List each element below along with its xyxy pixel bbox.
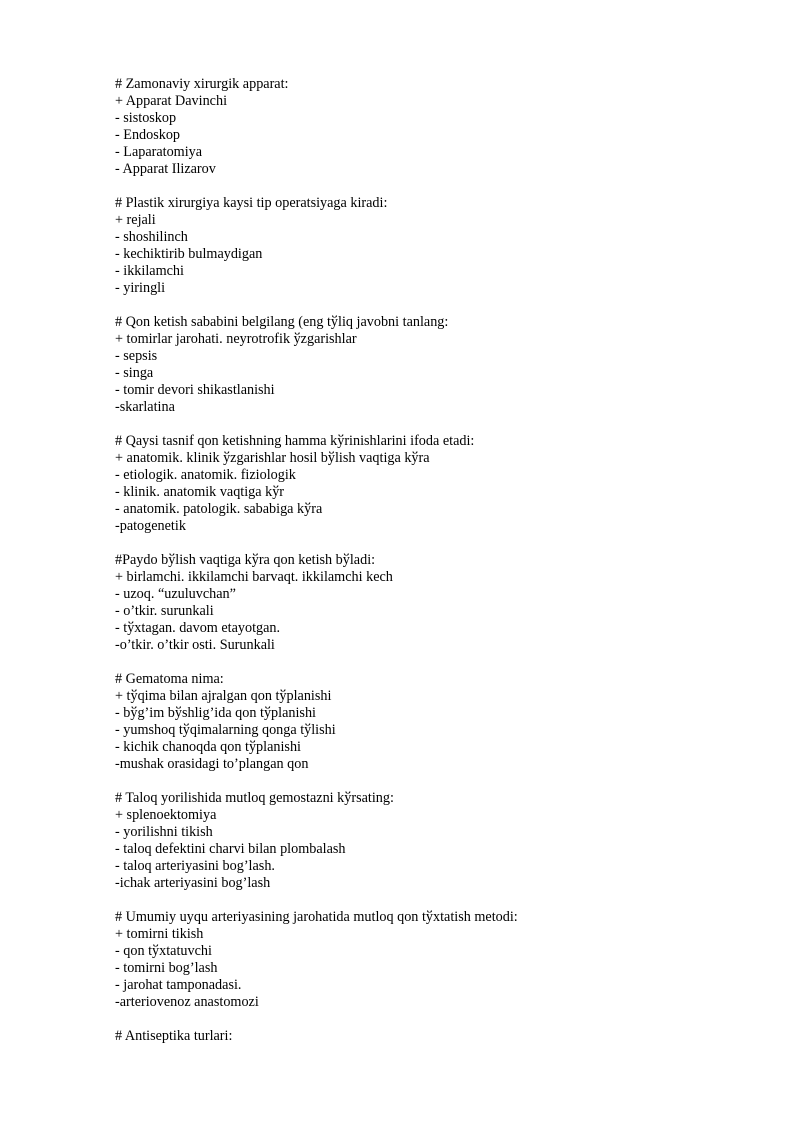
correct-answer: + birlamchi. ikkilamchi barvaqt. ikkilamchi kech bbox=[115, 569, 393, 585]
correct-answer: + rejali bbox=[115, 212, 156, 228]
answer-option: - qon tўxtatuvchi bbox=[115, 943, 212, 959]
question-text: # Qaysi tasnif qon ketishning hamma kўrinishlarini ifoda etadi: bbox=[115, 433, 475, 449]
answer-option: - shoshilinch bbox=[115, 229, 188, 245]
question-text: #Paydo bўlish vaqtiga kўra qon ketish bўladi: bbox=[115, 552, 376, 568]
answer-option: -skarlatina bbox=[115, 399, 175, 415]
question-text: # Plastik xirurgiya kaysi tip operatsiyaga kiradi: bbox=[115, 195, 388, 211]
answer-option: - singa bbox=[115, 365, 154, 381]
question-block bbox=[115, 790, 735, 892]
answer-option: - ikkilamchi bbox=[115, 263, 184, 279]
question-block bbox=[115, 314, 735, 416]
answer-option: -patogenetik bbox=[115, 518, 186, 534]
question-block bbox=[115, 1028, 735, 1045]
answer-option: -arteriovenoz anastomozi bbox=[115, 994, 259, 1010]
question-text: # Zamonaviy xirurgik apparat: bbox=[115, 76, 289, 92]
answer-option: - kichik chanoqda qon tўplanishi bbox=[115, 739, 301, 755]
answer-option: - Laparatomiya bbox=[115, 144, 203, 160]
answer-option: - kechiktirib bulmaydigan bbox=[115, 246, 263, 262]
answer-option: - taloq defektini charvi bilan plombalash bbox=[115, 841, 346, 857]
answer-option: -o’tkir. o’tkir osti. Surunkali bbox=[115, 637, 275, 653]
answer-option: - jarohat tamponadasi. bbox=[115, 977, 242, 993]
answer-option: - sepsis bbox=[115, 348, 158, 364]
correct-answer: + splenoektomiya bbox=[115, 807, 217, 823]
answer-option: - yorilishni tikish bbox=[115, 824, 213, 840]
answer-option: - yumshoq tўqimalarning qonga tўlishi bbox=[115, 722, 336, 738]
answer-option: - tomirni bog’lash bbox=[115, 960, 218, 976]
correct-answer: + anatomik. klinik ўzgarishlar hosil bўlish vaqtiga kўra bbox=[115, 450, 430, 466]
answer-option: - etiologik. anatomik. fiziologik bbox=[115, 467, 296, 483]
answer-option: - Endoskop bbox=[115, 127, 181, 143]
answer-option: - taloq arteriyasini bog’lash. bbox=[115, 858, 275, 874]
question-block bbox=[115, 909, 735, 1011]
correct-answer: + tomirni tikish bbox=[115, 926, 204, 942]
answer-option: - klinik. anatomik vaqtiga kўr bbox=[115, 484, 285, 500]
question-block bbox=[115, 433, 735, 535]
question-text: # Umumiy uyqu arteriyasining jarohatida mutloq qon tўxtatish metodi: bbox=[115, 909, 518, 925]
question-text: # Qon ketish sababini belgilang (eng tўliq javobni tanlang: bbox=[115, 314, 449, 330]
question-block bbox=[115, 76, 735, 178]
answer-option: - uzoq. “uzuluvchan” bbox=[115, 586, 236, 602]
answer-option: - sistoskop bbox=[115, 110, 177, 126]
question-block bbox=[115, 195, 735, 297]
question-text: # Gematoma nima: bbox=[115, 671, 224, 687]
answer-option: - tomir devori shikastlanishi bbox=[115, 382, 275, 398]
answer-option: - o’tkir. surunkali bbox=[115, 603, 214, 619]
correct-answer: + tomirlar jarohati. neyrotrofik ўzgarishlar bbox=[115, 331, 357, 347]
answer-option: -ichak arteriyasini bog’lash bbox=[115, 875, 271, 891]
question-text: # Antiseptika turlari: bbox=[115, 1028, 233, 1044]
answer-option: - tўxtagan. davom etayotgan. bbox=[115, 620, 281, 636]
answer-option: - bўg’im bўshlig’ida qon tўplanishi bbox=[115, 705, 316, 721]
question-text: # Taloq yorilishida mutloq gemostazni kўrsating: bbox=[115, 790, 394, 806]
correct-answer: + tўqima bilan ajralgan qon tўplanishi bbox=[115, 688, 332, 704]
correct-answer: + Apparat Davinchi bbox=[115, 93, 228, 109]
answer-option: -mushak orasidagi to’plangan qon bbox=[115, 756, 309, 772]
question-list bbox=[115, 76, 735, 1062]
question-block bbox=[115, 671, 735, 773]
question-block bbox=[115, 552, 735, 654]
answer-option: - Apparat Ilizarov bbox=[115, 161, 216, 177]
answer-option: - yiringli bbox=[115, 280, 166, 296]
answer-option: - anatomik. patologik. sababiga kўra bbox=[115, 501, 323, 517]
